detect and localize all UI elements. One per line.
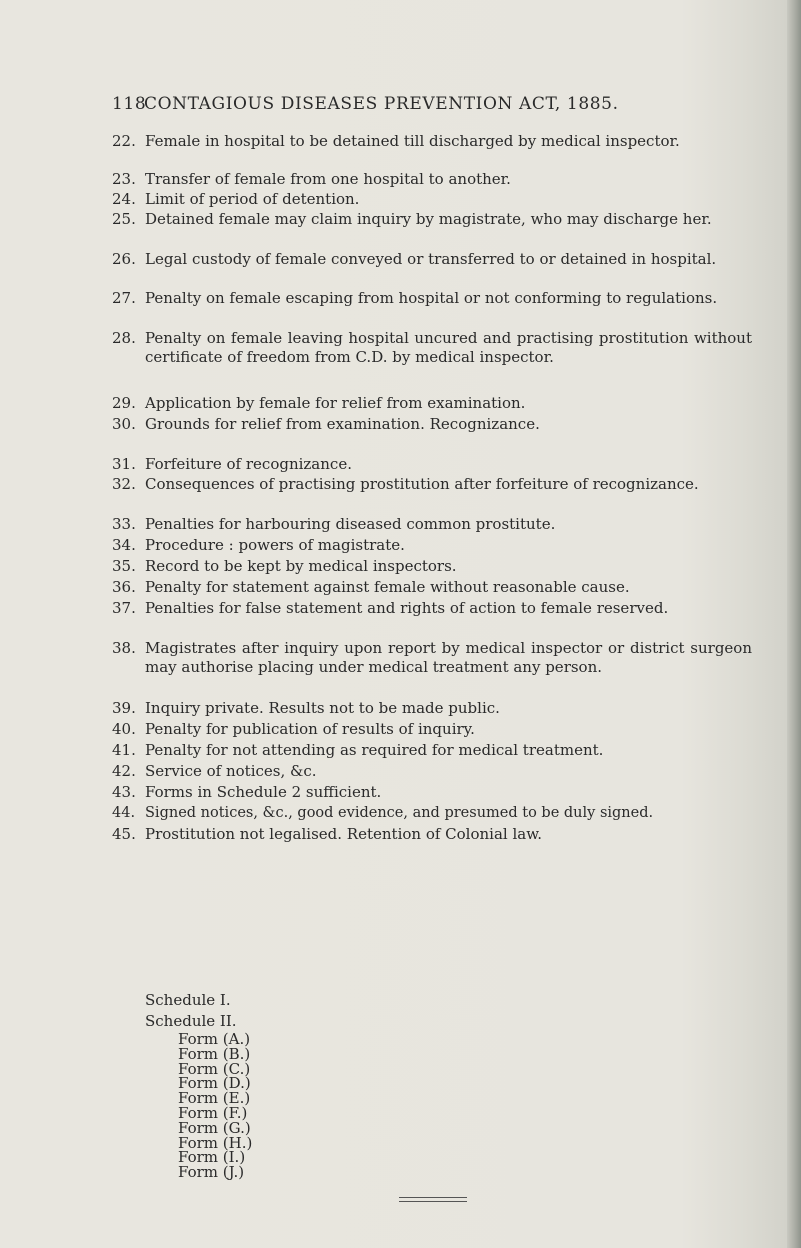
form-item: Form (F.)	[178, 1103, 248, 1122]
section-title: Inquiry private. Results not to be made public.	[145, 699, 500, 717]
section-number: 36.	[112, 578, 136, 596]
section-title: Transfer of female from one hospital to another.	[145, 170, 511, 188]
section-number: 25.	[112, 210, 136, 228]
section-number: 32.	[112, 475, 136, 493]
section-number: 45.	[112, 825, 136, 843]
list-item	[112, 475, 752, 515]
list-item	[112, 599, 752, 639]
form-item: Form (B.)	[178, 1044, 251, 1063]
section-title: Limit of period of detention.	[145, 190, 360, 208]
section-number: 38.	[112, 639, 136, 657]
form-item: Form (G.)	[178, 1118, 251, 1137]
list-item	[112, 536, 752, 557]
list-item	[112, 329, 752, 394]
section-title: Consequences of practising prostitution after forfeiture of recognizance.	[145, 475, 699, 493]
section-number: 37.	[112, 599, 136, 617]
form-item: Form (C.)	[178, 1059, 251, 1078]
section-number: 24.	[112, 190, 136, 208]
form-item: Form (J.)	[178, 1163, 245, 1182]
section-title: Forfeiture of recognizance.	[145, 455, 352, 473]
section-number: 23.	[112, 170, 136, 188]
section-number: 30.	[112, 415, 136, 433]
list-item	[112, 170, 752, 190]
forms-list	[178, 1032, 252, 1180]
section-title: Legal custody of female conveyed or transferred to or detained in hospital.	[145, 250, 717, 268]
section-title: Female in hospital to be detained till discharged by medical inspector.	[145, 132, 680, 150]
list-item	[112, 783, 752, 804]
form-item: Form (D.)	[178, 1074, 251, 1093]
list-item	[112, 190, 752, 210]
form-item: Form (H.)	[178, 1133, 253, 1152]
section-number: 26.	[112, 250, 136, 268]
section-title: Penalty for statement against female without reasonable cause.	[145, 578, 630, 596]
list-item	[112, 741, 752, 762]
end-rule	[399, 1201, 467, 1202]
list-item	[112, 515, 752, 536]
form-item: Form (E.)	[178, 1089, 251, 1108]
section-number: 41.	[112, 741, 136, 759]
section-title: Penalties for false statement and rights of action to female reserved.	[145, 599, 669, 617]
section-number: 34.	[112, 536, 136, 554]
list-item	[112, 639, 752, 699]
running-header	[112, 94, 752, 114]
list-item	[112, 210, 752, 250]
section-title: Detained female may claim inquiry by magistrate, who may discharge her.	[145, 210, 712, 228]
section-title: Grounds for relief from examination. Recognizance.	[145, 415, 540, 433]
section-title: Record to be kept by medical inspectors.	[145, 557, 457, 575]
section-number: 27.	[112, 289, 136, 307]
section-title: Penalty for not attending as required for medical treatment.	[145, 741, 604, 759]
list-item	[112, 250, 752, 289]
section-title: Prostitution not legalised. Retention of Colonial law.	[145, 825, 543, 843]
schedule-heading: Schedule II.	[145, 1012, 237, 1030]
list-item	[112, 699, 752, 720]
section-title: Service of notices, &c.	[145, 762, 317, 780]
list-item	[112, 578, 752, 599]
section-number: 40.	[112, 720, 136, 738]
list-item	[112, 825, 752, 846]
section-number: 33.	[112, 515, 136, 533]
contents-list	[112, 132, 752, 846]
page-number: 118	[112, 94, 147, 114]
section-title: Penalty on female leaving hospital uncured and practising prostitution without certificate of freedom from C.D. by medical inspector.	[145, 329, 752, 366]
section-number: 42.	[112, 762, 136, 780]
list-item	[112, 415, 752, 455]
section-number: 35.	[112, 557, 136, 575]
list-item	[112, 557, 752, 578]
section-number: 43.	[112, 783, 136, 801]
list-item	[112, 762, 752, 783]
section-title: Penalties for harbouring diseased common prostitute.	[145, 515, 556, 533]
section-title: Signed notices, &c., good evidence, and presumed to be duly signed.	[145, 805, 654, 821]
end-rule	[399, 1197, 467, 1198]
schedule-heading: Schedule I.	[145, 991, 231, 1009]
form-item: Form (A.)	[178, 1030, 251, 1048]
list-item	[112, 804, 752, 825]
section-title: Application by female for relief from examination.	[145, 394, 526, 412]
list-item	[112, 394, 752, 415]
section-number: 39.	[112, 699, 136, 717]
form-item: Form (I.)	[178, 1148, 246, 1167]
section-number: 22.	[112, 132, 136, 150]
section-title: Penalty on female escaping from hospital or not conforming to regulations.	[145, 289, 718, 307]
list-item	[112, 289, 752, 329]
list-item	[112, 455, 752, 475]
section-title: Magistrates after inquiry upon report by medical inspector or district surgeon may authorise placing under medical treatment any person.	[145, 639, 752, 676]
section-number: 31.	[112, 455, 136, 473]
running-title: CONTAGIOUS DISEASES PREVENTION ACT, 1885.	[144, 94, 619, 114]
section-title: Penalty for publication of results of inquiry.	[145, 720, 475, 738]
list-item	[112, 720, 752, 741]
section-title: Procedure : powers of magistrate.	[145, 536, 405, 554]
section-number: 28.	[112, 329, 136, 347]
section-title: Forms in Schedule 2 sufficient.	[145, 783, 382, 801]
section-number: 29.	[112, 394, 136, 412]
section-number: 44.	[112, 805, 136, 821]
list-item	[112, 132, 752, 170]
page-edge-shadow	[787, 0, 801, 1248]
